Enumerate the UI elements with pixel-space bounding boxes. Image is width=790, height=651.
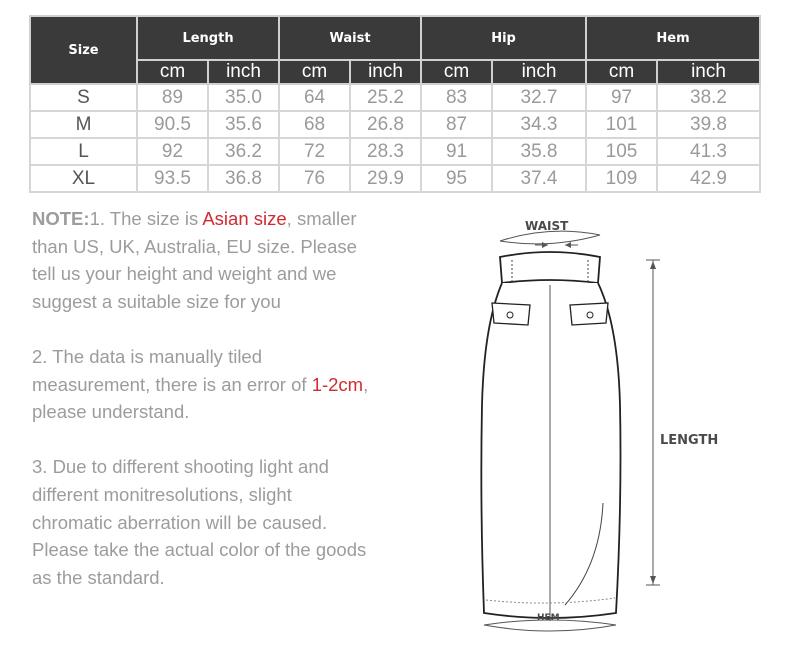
table-cell: 93.5 [137, 165, 208, 192]
table-cell: 89 [137, 84, 208, 111]
length-label: LENGTH [660, 433, 719, 448]
waist-label: WAIST [525, 219, 569, 233]
note-label: NOTE: [32, 208, 90, 229]
table-cell: 64 [279, 84, 350, 111]
hem-label: HEM [537, 613, 560, 623]
table-cell: 90.5 [137, 111, 208, 138]
table-cell: 95 [421, 165, 492, 192]
table-cell: 34.3 [492, 111, 586, 138]
table-cell: 68 [279, 111, 350, 138]
table-cell: 35.0 [208, 84, 279, 111]
size-cell: M [30, 111, 137, 138]
table-cell: 26.8 [350, 111, 421, 138]
table-cell: 83 [421, 84, 492, 111]
asian-size-highlight: Asian size [202, 208, 287, 229]
header-hip: Hip [421, 16, 586, 60]
table-cell: 35.8 [492, 138, 586, 165]
table-cell: 35.6 [208, 111, 279, 138]
table-cell: 97 [586, 84, 657, 111]
table-cell: 101 [586, 111, 657, 138]
size-cell: L [30, 138, 137, 165]
size-notes [32, 205, 372, 619]
table-cell: 92 [137, 138, 208, 165]
table-cell: 37.4 [492, 165, 586, 192]
table-cell: 29.9 [350, 165, 421, 192]
note-text: 1. The size is [89, 208, 203, 229]
table-cell: 42.9 [657, 165, 760, 192]
unit-inch: inch [657, 60, 760, 84]
table-row [30, 165, 760, 192]
table-cell: 25.2 [350, 84, 421, 111]
unit-cm: cm [137, 60, 208, 84]
note-text: , please understand. [32, 373, 369, 423]
skirt-diagram [470, 205, 750, 635]
skirt-illustration-icon [470, 205, 750, 635]
table-cell: 39.8 [657, 111, 760, 138]
note-text: 2. The data is manually tiled measurement, there is an error of [32, 345, 312, 395]
error-range-highlight: 1-2cm [311, 373, 364, 395]
table-row [30, 138, 760, 165]
size-cell: S [30, 84, 137, 111]
size-header: Size [30, 16, 137, 84]
table-cell: 28.3 [350, 138, 421, 165]
header-length: Length [137, 16, 279, 60]
unit-inch: inch [492, 60, 586, 84]
unit-cm: cm [279, 60, 350, 84]
table-cell: 36.8 [208, 165, 279, 192]
table-cell: 36.2 [208, 138, 279, 165]
header-hem: Hem [586, 16, 760, 60]
unit-cm: cm [421, 60, 492, 84]
note-3: 3. Due to different shooting light and different monitresolutions, slight chromatic aberration will be caused. Please take the actual color of the goods as the standard. [32, 456, 367, 588]
table-cell: 76 [279, 165, 350, 192]
size-chart-table [29, 15, 761, 193]
note-2 [32, 343, 372, 426]
table-row [30, 111, 760, 138]
unit-inch: inch [208, 60, 279, 84]
table-row [30, 84, 760, 111]
unit-inch: inch [350, 60, 421, 84]
table-cell: 109 [586, 165, 657, 192]
table-cell: 91 [421, 138, 492, 165]
size-cell: XL [30, 165, 137, 192]
note-1 [32, 205, 372, 315]
note-text: , smaller than US, UK, Australia, EU size. Please tell us your height and weight and we suggest a suitable size for you [32, 208, 357, 312]
unit-cm: cm [586, 60, 657, 84]
table-cell: 41.3 [657, 138, 760, 165]
header-waist: Waist [279, 16, 421, 60]
table-cell: 105 [586, 138, 657, 165]
table-cell: 87 [421, 111, 492, 138]
table-cell: 32.7 [492, 84, 586, 111]
table-cell: 72 [279, 138, 350, 165]
table-cell: 38.2 [657, 84, 760, 111]
